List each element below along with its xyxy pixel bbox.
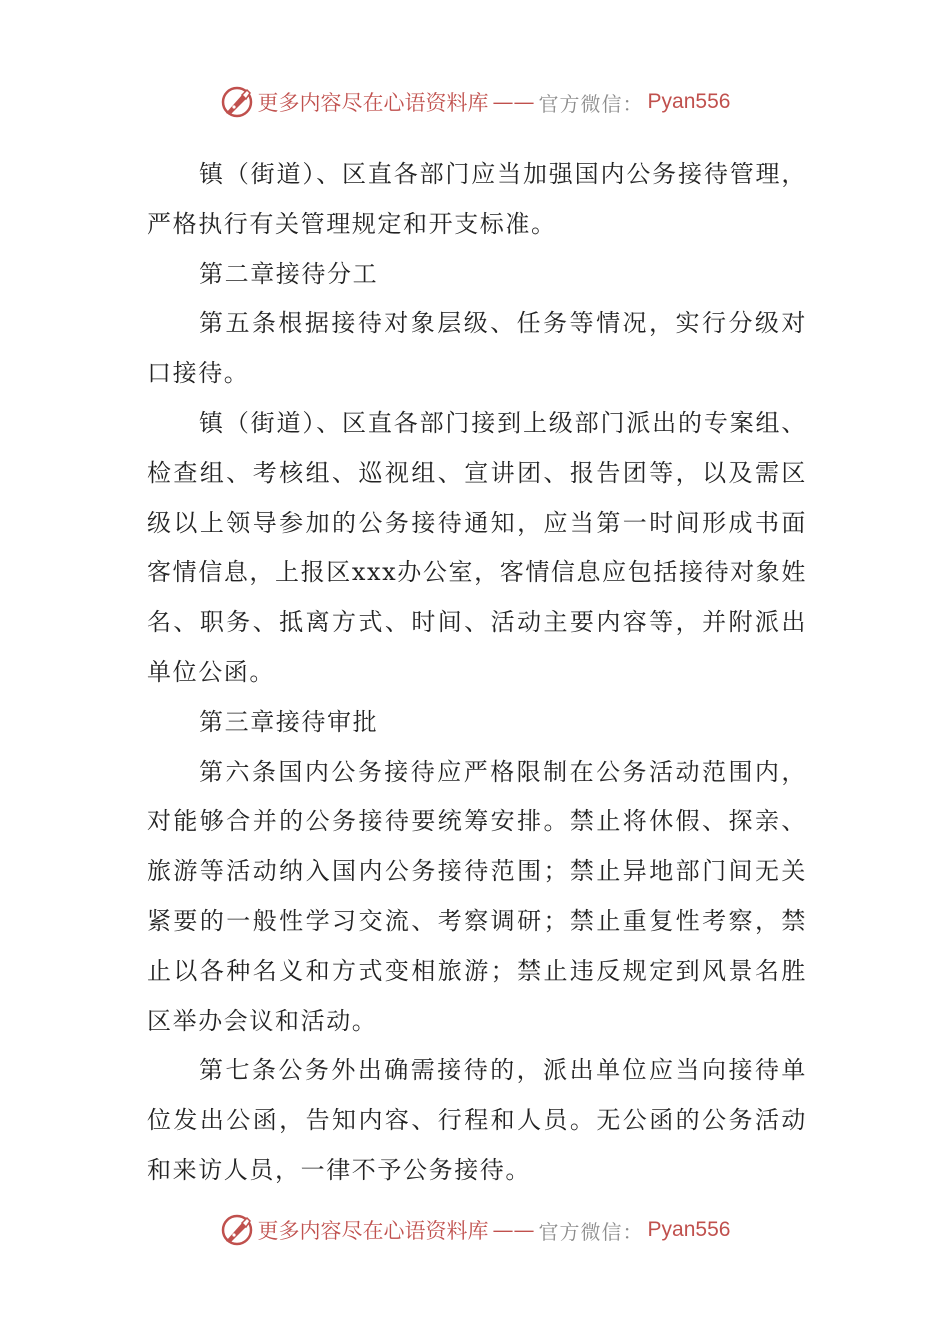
banner-wechat-id: Pyan556 (647, 90, 731, 113)
pen-nib-logo-icon (220, 1213, 254, 1247)
footer-banner (0, 1210, 950, 1250)
banner-slogan: 更多内容尽在心语资料库 (257, 91, 489, 115)
banner-wechat-label: 官方微信： (538, 91, 644, 116)
paragraph: 第六条国内公务接待应严格限制在公务活动范围内，对能够合并的公务接待要统筹安排。禁止将休假、探亲、旅游等活动纳入国内公务接待范围；禁止异地部门间无关紧要的一般性学习交流、考察调研；禁止重复性考察，禁止以各种名义和方式变相旅游；禁止违反规定到风景名胜区举办会议和活动。 (147, 757, 807, 1035)
banner-slogan: 更多内容尽在心语资料库 (257, 1219, 489, 1243)
header-banner (0, 82, 950, 122)
banner-wechat-id: Pyan556 (647, 1218, 731, 1241)
paragraph: 镇（街道）、区直各部门接到上级部门派出的专案组、检查组、考核组、巡视组、宣讲团、报告团等，以及需区级以上领导参加的公务接待通知，应当第一时间形成书面客情信息，上报区xxx办公室，客情信息应包括接待对象姓名、职务、抵离方式、时间、活动主要内容等，并附派出单位公函。 (147, 408, 807, 686)
banner-dash: —— (492, 1218, 535, 1242)
paragraph: 第七条公务外出确需接待的，派出单位应当向接待单位发出公函，告知内容、行程和人员。无公函的公务活动和来访人员，一律不予公务接待。 (147, 1056, 807, 1184)
chapter-heading: 第三章接待审批 (199, 707, 379, 736)
pen-nib-logo-icon (220, 85, 254, 119)
banner-dash: —— (492, 90, 535, 114)
paragraph: 镇（街道）、区直各部门应当加强国内公务接待管理，严格执行有关管理规定和开支标准。 (147, 160, 807, 238)
banner-wechat-label: 官方微信： (538, 1219, 644, 1244)
document-body (147, 150, 807, 1196)
paragraph: 第五条根据接待对象层级、任务等情况，实行分级对口接待。 (147, 309, 807, 388)
chapter-heading: 第二章接待分工 (199, 259, 379, 288)
